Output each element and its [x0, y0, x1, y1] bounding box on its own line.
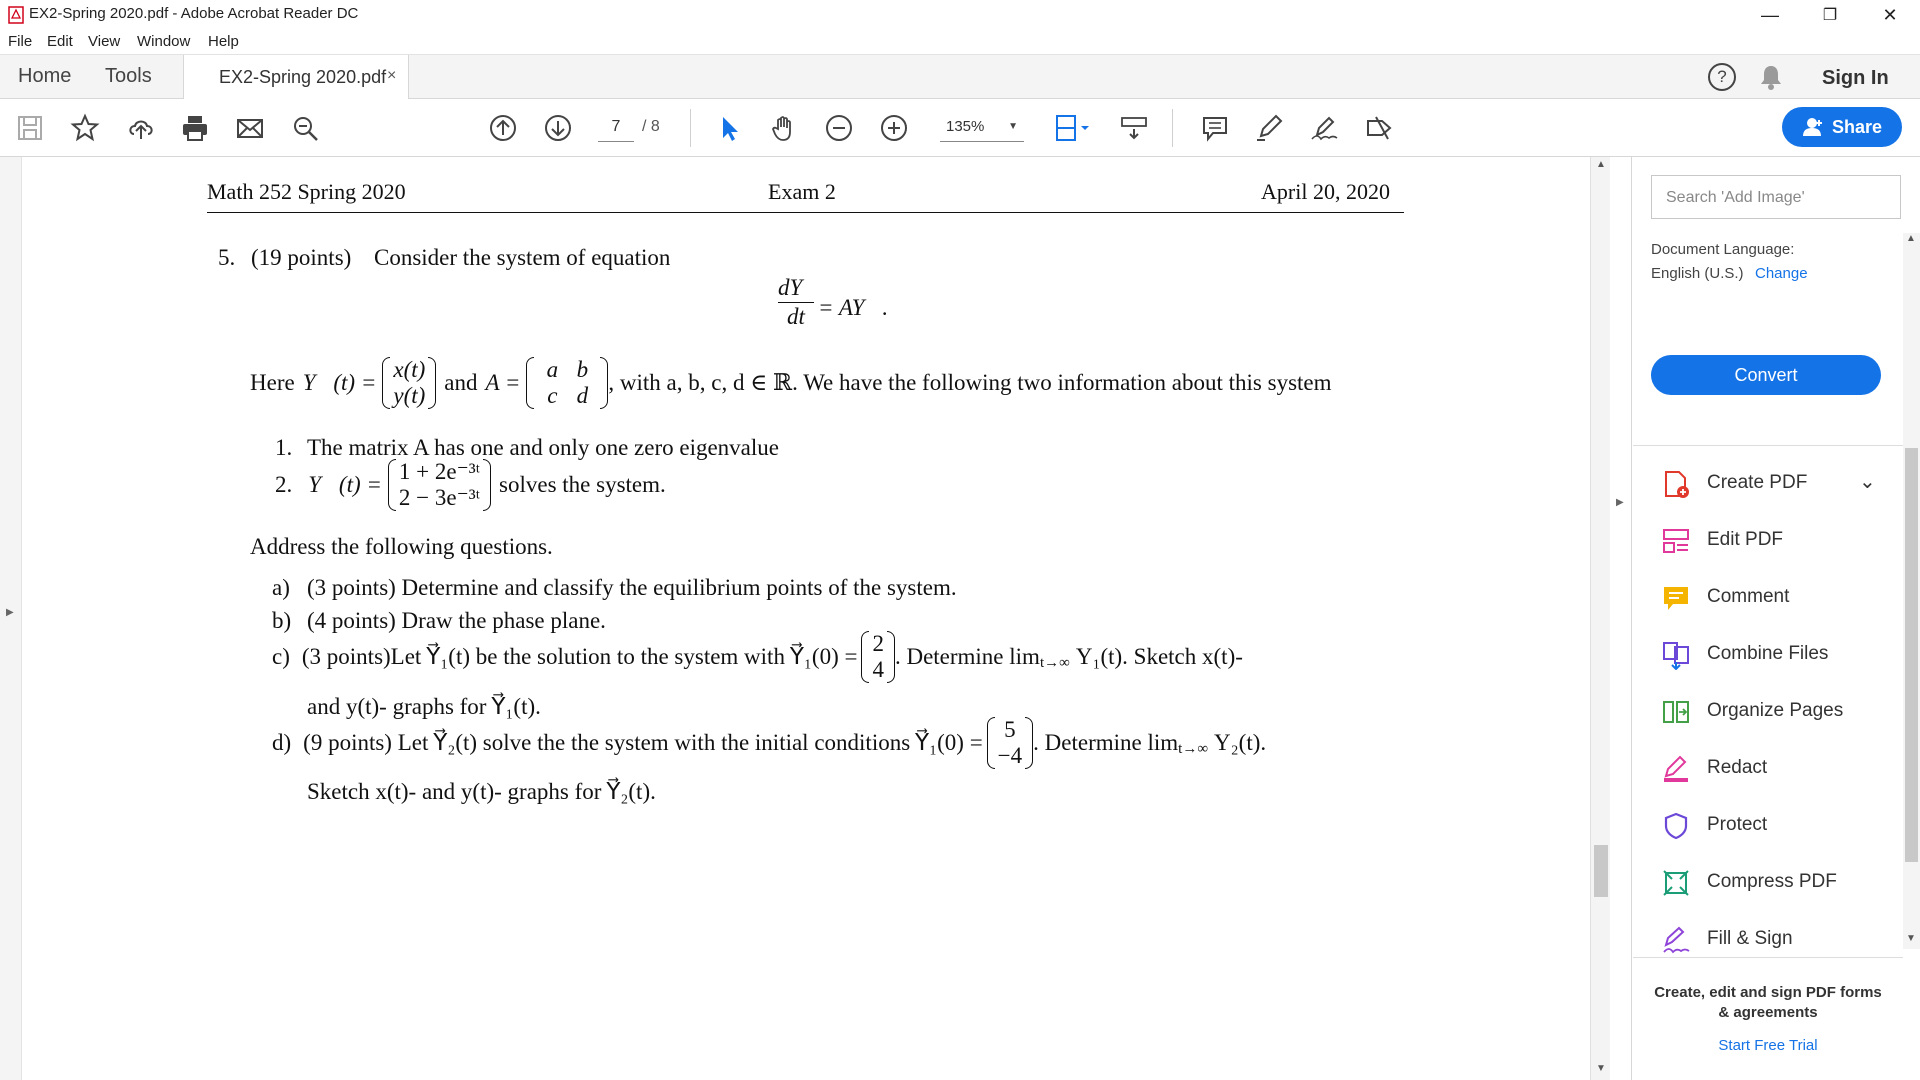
tools-scrollbar[interactable]	[1903, 233, 1920, 949]
address-line: Address the following questions.	[250, 534, 553, 559]
keyboard-icon[interactable]	[1117, 111, 1151, 145]
scroll-up-icon[interactable]: ▲	[1596, 159, 1606, 170]
doc-language-value: English (U.S.)	[1651, 265, 1744, 282]
tool-organize-pages[interactable]	[1633, 691, 1903, 731]
qd-line2: Sketch x(t)- and y(t)- graphs for Y⃗₂(t).	[307, 779, 656, 804]
edit-pdf-icon	[1661, 526, 1691, 556]
tab-tools[interactable]: Tools	[105, 65, 152, 87]
scroll-down-icon[interactable]: ▼	[1906, 933, 1916, 944]
tool-label: Create PDF	[1707, 472, 1808, 493]
header-rule	[207, 212, 1404, 213]
left-paren	[987, 717, 995, 769]
zoom-value: 135%	[946, 118, 985, 135]
qa-text: (3 points) Determine and classify the equilibrium points of the system.	[307, 575, 957, 600]
tools-search-input[interactable]: Search 'Add Image'	[1651, 175, 1901, 219]
question-number: 5.	[218, 245, 236, 270]
tool-compress-pdf[interactable]	[1633, 862, 1903, 902]
right-panel-toggle[interactable]	[1610, 157, 1632, 1080]
right-paren	[1025, 717, 1033, 769]
tool-combine-files[interactable]	[1633, 634, 1903, 674]
chevron-down-icon[interactable]: ⌄	[1859, 471, 1876, 493]
qc-v2: 4	[872, 657, 884, 682]
restore-button[interactable]: ❐	[1822, 7, 1838, 24]
protect-icon	[1661, 811, 1691, 841]
solution-top: 1 + 2e⁻³ᵗ	[398, 459, 481, 484]
email-icon[interactable]	[233, 111, 267, 145]
info2-Y: Y⃗(t) =	[308, 472, 382, 497]
tab-bar	[0, 54, 1920, 99]
panel-divider	[1633, 445, 1903, 446]
here-Y: Y⃗(t) =	[302, 370, 377, 395]
select-cursor-icon[interactable]	[713, 111, 747, 145]
qd-label: d)	[272, 730, 292, 755]
scrollbar-thumb[interactable]	[1594, 845, 1608, 897]
right-paren	[887, 631, 895, 683]
page-total: / 8	[642, 118, 660, 135]
fill-sign-icon	[1661, 925, 1691, 955]
compress-pdf-icon	[1661, 868, 1691, 898]
page-number-input[interactable]: 7	[598, 114, 634, 142]
tool-label: Redact	[1707, 757, 1768, 778]
right-paren	[428, 357, 436, 409]
info2-line	[275, 455, 666, 515]
menu-edit[interactable]: Edit	[47, 33, 73, 50]
matrix-b: b	[576, 357, 589, 382]
tool-label: Fill & Sign	[1707, 928, 1793, 949]
toolbar-divider	[690, 109, 691, 147]
redact-icon	[1661, 754, 1691, 784]
info2-text: solves the system.	[499, 472, 666, 497]
qc-v1: 2	[872, 631, 884, 656]
qc-label: c)	[272, 644, 290, 669]
tool-label: Comment	[1707, 586, 1790, 607]
chevron-right-icon: ▶	[1616, 497, 1624, 508]
qd-v2: −4	[997, 743, 1023, 768]
scroll-down-icon[interactable]: ▼	[1596, 1063, 1606, 1074]
toolbar	[0, 99, 1920, 157]
equation-fraction	[778, 275, 821, 330]
doc-language-change-link[interactable]: Change	[1755, 265, 1808, 282]
fraction-bar	[778, 302, 814, 303]
close-tab-icon[interactable]: ×	[387, 67, 397, 84]
left-panel-toggle[interactable]	[0, 157, 22, 1080]
scrollbar-thumb[interactable]	[1905, 448, 1918, 862]
tool-label: Organize Pages	[1707, 700, 1844, 721]
here-and: and	[444, 370, 478, 395]
qb-text: (4 points) Draw the phase plane.	[307, 608, 606, 633]
left-paren	[382, 357, 390, 409]
equation-numerator: dY⃗	[778, 275, 821, 300]
solution-bottom: 2 − 3e⁻³ᵗ	[398, 485, 481, 510]
tools-pane	[1633, 157, 1920, 1080]
matrix-A	[526, 357, 608, 409]
tool-label: Combine Files	[1707, 643, 1829, 664]
acrobat-icon	[8, 6, 24, 24]
qc-initial-vector	[861, 631, 895, 683]
zoom-dropdown[interactable]	[940, 114, 1024, 142]
add-user-icon	[1802, 117, 1824, 137]
tool-protect[interactable]	[1633, 805, 1903, 845]
create-pdf-icon	[1661, 469, 1691, 499]
zoom-in-icon[interactable]	[877, 111, 911, 145]
promo-text: Create, edit and sign PDF forms & agreements	[1654, 984, 1882, 1021]
vector-x: x(t)	[393, 357, 426, 382]
print-icon[interactable]	[178, 111, 212, 145]
chevron-down-icon: ▼	[1008, 121, 1018, 132]
qd-v1: 5	[1004, 717, 1016, 742]
here-A: A =	[485, 370, 521, 395]
qd-text3: Y₂(t).	[1214, 730, 1267, 755]
solution-vector	[388, 459, 491, 511]
left-paren	[526, 357, 534, 409]
info1-text: The matrix A has one and only one zero eigenvalue	[307, 435, 779, 460]
search-icon[interactable]	[288, 111, 322, 145]
vector-y: y(t)	[393, 383, 426, 408]
tab-document[interactable]	[183, 55, 409, 100]
header-date: April 20, 2020	[1261, 179, 1390, 204]
qc-text3: Y₁(t). Sketch x(t)-	[1075, 644, 1243, 669]
comment-icon	[1661, 583, 1691, 613]
qc-text2: . Determine lim	[894, 644, 1040, 669]
upload-cloud-icon[interactable]	[124, 111, 158, 145]
previous-page-icon[interactable]	[486, 111, 520, 145]
sign-in-link[interactable]: Sign In	[1822, 67, 1889, 89]
share-button[interactable]	[1782, 107, 1902, 147]
left-paren	[861, 631, 869, 683]
combine-files-icon	[1661, 640, 1691, 670]
here-rest: , with a, b, c, d ∈ ℝ. We have the following two information about this system	[608, 370, 1332, 395]
toolbar-divider	[1172, 109, 1173, 147]
save-icon[interactable]	[13, 111, 47, 145]
right-paren	[483, 459, 491, 511]
tool-comment[interactable]	[1633, 577, 1903, 617]
here-prefix: Here	[250, 370, 295, 395]
scroll-up-icon[interactable]: ▲	[1906, 233, 1916, 244]
window-title: EX2-Spring 2020.pdf - Adobe Acrobat Reader DC	[29, 5, 359, 22]
menu-file[interactable]: File	[8, 33, 33, 50]
star-icon[interactable]	[68, 111, 102, 145]
qd-line	[272, 713, 1266, 773]
menu-view[interactable]: View	[88, 33, 121, 50]
header-course: Math 252 Spring 2020	[207, 179, 406, 204]
qc-line	[272, 627, 1243, 687]
tool-create-pdf[interactable]	[1633, 463, 1903, 503]
tool-edit-pdf[interactable]	[1633, 520, 1903, 560]
vector-xy	[382, 357, 436, 409]
qc-text1: (3 points)Let Y⃗₁(t) be the solution to the system with Y⃗₁(0) =	[301, 644, 858, 669]
definitions-line	[250, 353, 1332, 413]
qb-label: b)	[272, 608, 292, 633]
bell-icon[interactable]	[1758, 63, 1784, 91]
right-paren	[600, 357, 608, 409]
more-tools-icon[interactable]	[1362, 111, 1396, 145]
qc-limit-sub: t→∞	[1039, 654, 1070, 671]
qd-text1: (9 points) Let Y⃗₂(t) solve the the system with the initial conditions Y⃗₁(0) =	[303, 730, 983, 755]
help-icon[interactable]: ?	[1708, 63, 1736, 91]
equation-denominator: dt	[787, 304, 805, 329]
qd-initial-vector	[987, 717, 1033, 769]
hand-tool-icon[interactable]	[767, 111, 801, 145]
question-points: (19 points)	[251, 245, 352, 270]
matrix-d: d	[576, 383, 589, 408]
page-display-icon[interactable]	[1052, 111, 1096, 145]
chevron-right-icon: ▶	[6, 607, 14, 618]
start-free-trial-link[interactable]: Start Free Trial	[1718, 1037, 1818, 1054]
minimize-button[interactable]: —	[1761, 4, 1779, 25]
title-bar	[0, 0, 1920, 30]
tool-fill-sign[interactable]	[1633, 919, 1903, 959]
sign-icon[interactable]	[1307, 111, 1341, 145]
share-label: Share	[1831, 116, 1883, 137]
comment-icon[interactable]	[1198, 111, 1232, 145]
next-page-icon[interactable]	[541, 111, 575, 145]
qc-line2: and y(t)- graphs for Y⃗₁(t).	[307, 694, 541, 719]
menu-bar	[0, 30, 1920, 54]
panel-divider	[1633, 957, 1903, 958]
menu-help[interactable]: Help	[208, 33, 239, 50]
zoom-out-icon[interactable]	[822, 111, 856, 145]
question-intro: Consider the system of equation	[374, 245, 671, 270]
qa-label: a)	[272, 575, 290, 600]
tool-redact[interactable]	[1633, 748, 1903, 788]
convert-button[interactable]: Convert	[1651, 355, 1881, 395]
header-exam: Exam 2	[768, 179, 836, 204]
tool-label: Edit PDF	[1707, 529, 1784, 550]
pdf-page	[22, 157, 1590, 1080]
left-paren	[388, 459, 396, 511]
qd-text2: . Determine lim	[1033, 730, 1179, 755]
tool-label: Compress PDF	[1707, 871, 1837, 892]
menu-window[interactable]: Window	[137, 33, 191, 50]
document-scrollbar[interactable]	[1590, 157, 1610, 1080]
matrix-a: a	[546, 357, 559, 382]
highlight-pen-icon[interactable]	[1252, 111, 1286, 145]
info1-number: 1.	[275, 435, 293, 460]
qd-limit-sub: t→∞	[1178, 740, 1209, 757]
equation-rhs: = AY⃗.	[818, 295, 889, 320]
close-button[interactable]: ✕	[1882, 4, 1898, 25]
tab-home[interactable]: Home	[18, 65, 72, 87]
tab-document-label: EX2-Spring 2020.pdf	[219, 67, 387, 87]
matrix-c: c	[547, 383, 558, 408]
info2-number: 2.	[275, 472, 293, 497]
tool-label: Protect	[1707, 814, 1768, 835]
organize-pages-icon	[1661, 697, 1691, 727]
doc-language-label: Document Language:	[1651, 241, 1795, 258]
